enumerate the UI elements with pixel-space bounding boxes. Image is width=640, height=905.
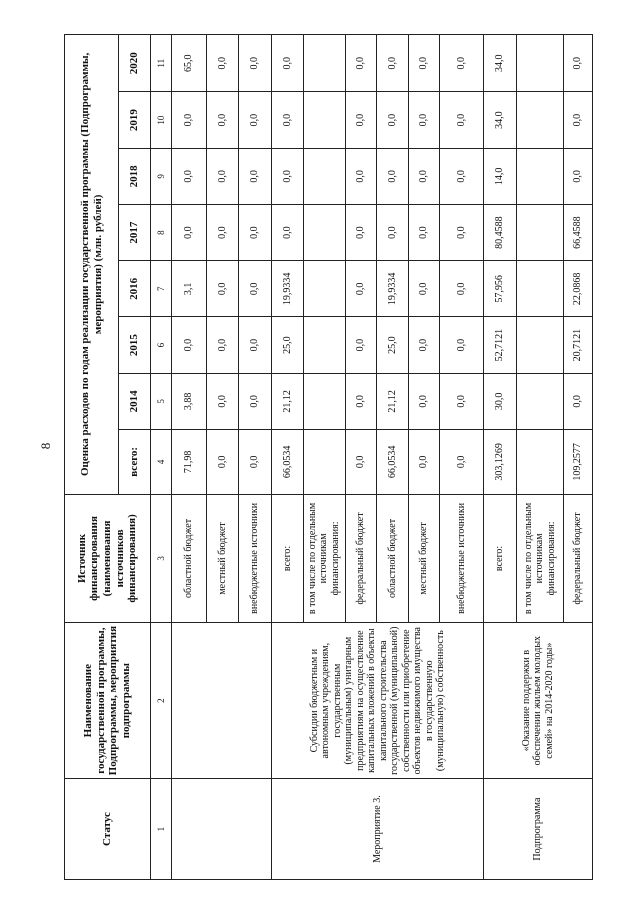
source-cell: в том числе по отдельным источникам финансирования: bbox=[303, 494, 345, 622]
value-year: 21,12 bbox=[377, 373, 408, 429]
value-total: 71,98 bbox=[171, 429, 207, 494]
value-year: 0,0 bbox=[563, 35, 592, 92]
value-total: 66,0534 bbox=[377, 429, 408, 494]
header-source: Источник финансирования (наименования источников финансирования) bbox=[65, 494, 151, 622]
value-year: 0,0 bbox=[439, 317, 483, 373]
value-year: 0,0 bbox=[563, 373, 592, 429]
value-year: 80,4588 bbox=[483, 204, 517, 260]
value-year: 0,0 bbox=[408, 317, 439, 373]
source-cell: федеральный бюджет bbox=[563, 494, 592, 622]
value-year: 0,0 bbox=[345, 204, 376, 260]
header-year: 2014 bbox=[119, 373, 150, 429]
value-year bbox=[303, 148, 345, 204]
table-row bbox=[272, 35, 303, 880]
value-year: 0,0 bbox=[345, 92, 376, 148]
value-year: 0,0 bbox=[345, 148, 376, 204]
value-year: 0,0 bbox=[563, 92, 592, 148]
value-year: 3,1 bbox=[171, 261, 207, 317]
value-year bbox=[517, 204, 563, 260]
value-year: 0,0 bbox=[563, 148, 592, 204]
value-year: 30,0 bbox=[483, 373, 517, 429]
value-total: 109,2577 bbox=[563, 429, 592, 494]
index-cell: 11 bbox=[150, 35, 171, 92]
index-cell: 7 bbox=[150, 261, 171, 317]
table-row bbox=[171, 35, 207, 880]
value-year: 0,0 bbox=[408, 204, 439, 260]
value-year bbox=[517, 148, 563, 204]
value-year: 0,0 bbox=[439, 261, 483, 317]
header-year: 2019 bbox=[119, 92, 150, 148]
value-year: 0,0 bbox=[272, 148, 303, 204]
source-cell: в том числе по отдельным источникам финансирования: bbox=[517, 494, 563, 622]
value-year: 0,0 bbox=[171, 92, 207, 148]
page-number: 8 bbox=[38, 442, 53, 450]
value-total bbox=[517, 429, 563, 494]
source-cell: внебюджетные источники bbox=[238, 494, 272, 622]
value-total: 0,0 bbox=[345, 429, 376, 494]
value-year: 19,9334 bbox=[377, 261, 408, 317]
status-cell: Подпрограмма bbox=[483, 779, 592, 880]
value-year: 0,0 bbox=[408, 261, 439, 317]
value-year: 22,0868 bbox=[563, 261, 592, 317]
value-year: 0,0 bbox=[345, 261, 376, 317]
value-year: 0,0 bbox=[238, 148, 272, 204]
value-total: 0,0 bbox=[238, 429, 272, 494]
source-cell: областной бюджет bbox=[377, 494, 408, 622]
value-year: 0,0 bbox=[207, 204, 238, 260]
value-year: 0,0 bbox=[439, 148, 483, 204]
header-year: 2020 bbox=[119, 35, 150, 92]
value-year: 66,4588 bbox=[563, 204, 592, 260]
budget-table-rotated bbox=[64, 34, 593, 880]
value-year: 14,0 bbox=[483, 148, 517, 204]
value-year: 0,0 bbox=[272, 35, 303, 92]
value-year: 0,0 bbox=[171, 148, 207, 204]
index-cell: 9 bbox=[150, 148, 171, 204]
index-cell: 4 bbox=[150, 429, 171, 494]
value-year: 0,0 bbox=[345, 35, 376, 92]
header-year: 2015 bbox=[119, 317, 150, 373]
value-year bbox=[303, 373, 345, 429]
value-year: 0,0 bbox=[345, 373, 376, 429]
header-status: Статус bbox=[65, 779, 151, 880]
value-year: 0,0 bbox=[408, 373, 439, 429]
value-year bbox=[303, 35, 345, 92]
value-year bbox=[517, 35, 563, 92]
value-year: 3,88 bbox=[171, 373, 207, 429]
value-year: 0,0 bbox=[238, 317, 272, 373]
value-year: 0,0 bbox=[207, 35, 238, 92]
header-estimate: Оценка расходов по годам реализации государственной программы (Подпрограммы, мероприятия) (млн. рублей) bbox=[65, 35, 119, 495]
value-year: 34,0 bbox=[483, 35, 517, 92]
value-year: 0,0 bbox=[377, 35, 408, 92]
status-cell: Мероприятие 3. bbox=[272, 779, 484, 880]
value-year: 0,0 bbox=[439, 373, 483, 429]
value-year: 0,0 bbox=[272, 92, 303, 148]
value-year: 21,12 bbox=[272, 373, 303, 429]
index-cell: 10 bbox=[150, 92, 171, 148]
value-total: 66,0534 bbox=[272, 429, 303, 494]
index-cell: 3 bbox=[150, 494, 171, 622]
value-year: 0,0 bbox=[439, 204, 483, 260]
value-year bbox=[517, 373, 563, 429]
value-year bbox=[303, 204, 345, 260]
source-cell: федеральный бюджет bbox=[345, 494, 376, 622]
value-total: 303,1269 bbox=[483, 429, 517, 494]
header-year: 2016 bbox=[119, 261, 150, 317]
name-cell-empty bbox=[171, 623, 272, 779]
index-cell: 5 bbox=[150, 373, 171, 429]
index-cell: 8 bbox=[150, 204, 171, 260]
value-year: 0,0 bbox=[439, 92, 483, 148]
value-year: 0,0 bbox=[207, 373, 238, 429]
value-year: 0,0 bbox=[238, 35, 272, 92]
value-year: 0,0 bbox=[171, 204, 207, 260]
value-total: 0,0 bbox=[207, 429, 238, 494]
name-cell: Субсидии бюджетным и автономным учреждениям, государственным (муниципальным) унитарным предприятиям на осуществление капитальных вложений в объекты капитального строительства государственной (муниципальной) собственности или приобретение объектов недвижимого имущества в государственную (муниципальную) собственность bbox=[272, 623, 484, 779]
header-year: 2018 bbox=[119, 148, 150, 204]
header-total: всего: bbox=[119, 429, 150, 494]
source-cell: всего: bbox=[483, 494, 517, 622]
value-year: 0,0 bbox=[238, 261, 272, 317]
value-year: 0,0 bbox=[171, 317, 207, 373]
value-year: 65,0 bbox=[171, 35, 207, 92]
value-year: 0,0 bbox=[408, 148, 439, 204]
value-year: 0,0 bbox=[207, 317, 238, 373]
source-cell: местный бюджет bbox=[207, 494, 238, 622]
value-year: 0,0 bbox=[408, 35, 439, 92]
value-year: 20,7121 bbox=[563, 317, 592, 373]
value-year: 0,0 bbox=[377, 204, 408, 260]
value-year bbox=[303, 261, 345, 317]
index-row bbox=[150, 35, 171, 880]
status-cell-empty bbox=[171, 779, 272, 880]
source-cell: всего: bbox=[272, 494, 303, 622]
name-cell: «Оказание поддержки в обеспечении жильем молодых семей» на 2014-2020 годы» bbox=[483, 623, 592, 779]
index-cell: 2 bbox=[150, 623, 171, 779]
table-row bbox=[483, 35, 517, 880]
value-year: 0,0 bbox=[207, 148, 238, 204]
value-year bbox=[517, 261, 563, 317]
value-total: 0,0 bbox=[439, 429, 483, 494]
index-cell: 1 bbox=[150, 779, 171, 880]
header-name: Наименование государственной программы, Подпрограммы, мероприятия подпрограммы bbox=[65, 623, 151, 779]
value-year: 0,0 bbox=[207, 92, 238, 148]
value-total bbox=[303, 429, 345, 494]
value-year bbox=[303, 317, 345, 373]
index-cell: 6 bbox=[150, 317, 171, 373]
value-total: 0,0 bbox=[408, 429, 439, 494]
source-cell: областной бюджет bbox=[171, 494, 207, 622]
value-year: 57,956 bbox=[483, 261, 517, 317]
header-row-1 bbox=[65, 35, 119, 880]
value-year: 52,7121 bbox=[483, 317, 517, 373]
value-year: 0,0 bbox=[272, 204, 303, 260]
value-year: 0,0 bbox=[377, 92, 408, 148]
value-year bbox=[517, 92, 563, 148]
value-year bbox=[517, 317, 563, 373]
source-cell: местный бюджет bbox=[408, 494, 439, 622]
value-year: 19,9334 bbox=[272, 261, 303, 317]
value-year: 0,0 bbox=[238, 92, 272, 148]
source-cell: внебюджетные источники bbox=[439, 494, 483, 622]
value-year: 0,0 bbox=[238, 204, 272, 260]
budget-table bbox=[64, 34, 593, 880]
value-year: 0,0 bbox=[377, 148, 408, 204]
header-year: 2017 bbox=[119, 204, 150, 260]
value-year: 0,0 bbox=[439, 35, 483, 92]
value-year: 0,0 bbox=[408, 92, 439, 148]
value-year: 0,0 bbox=[345, 317, 376, 373]
value-year: 34,0 bbox=[483, 92, 517, 148]
value-year: 0,0 bbox=[207, 261, 238, 317]
value-year bbox=[303, 92, 345, 148]
value-year: 25,0 bbox=[377, 317, 408, 373]
value-year: 25,0 bbox=[272, 317, 303, 373]
value-year: 0,0 bbox=[238, 373, 272, 429]
